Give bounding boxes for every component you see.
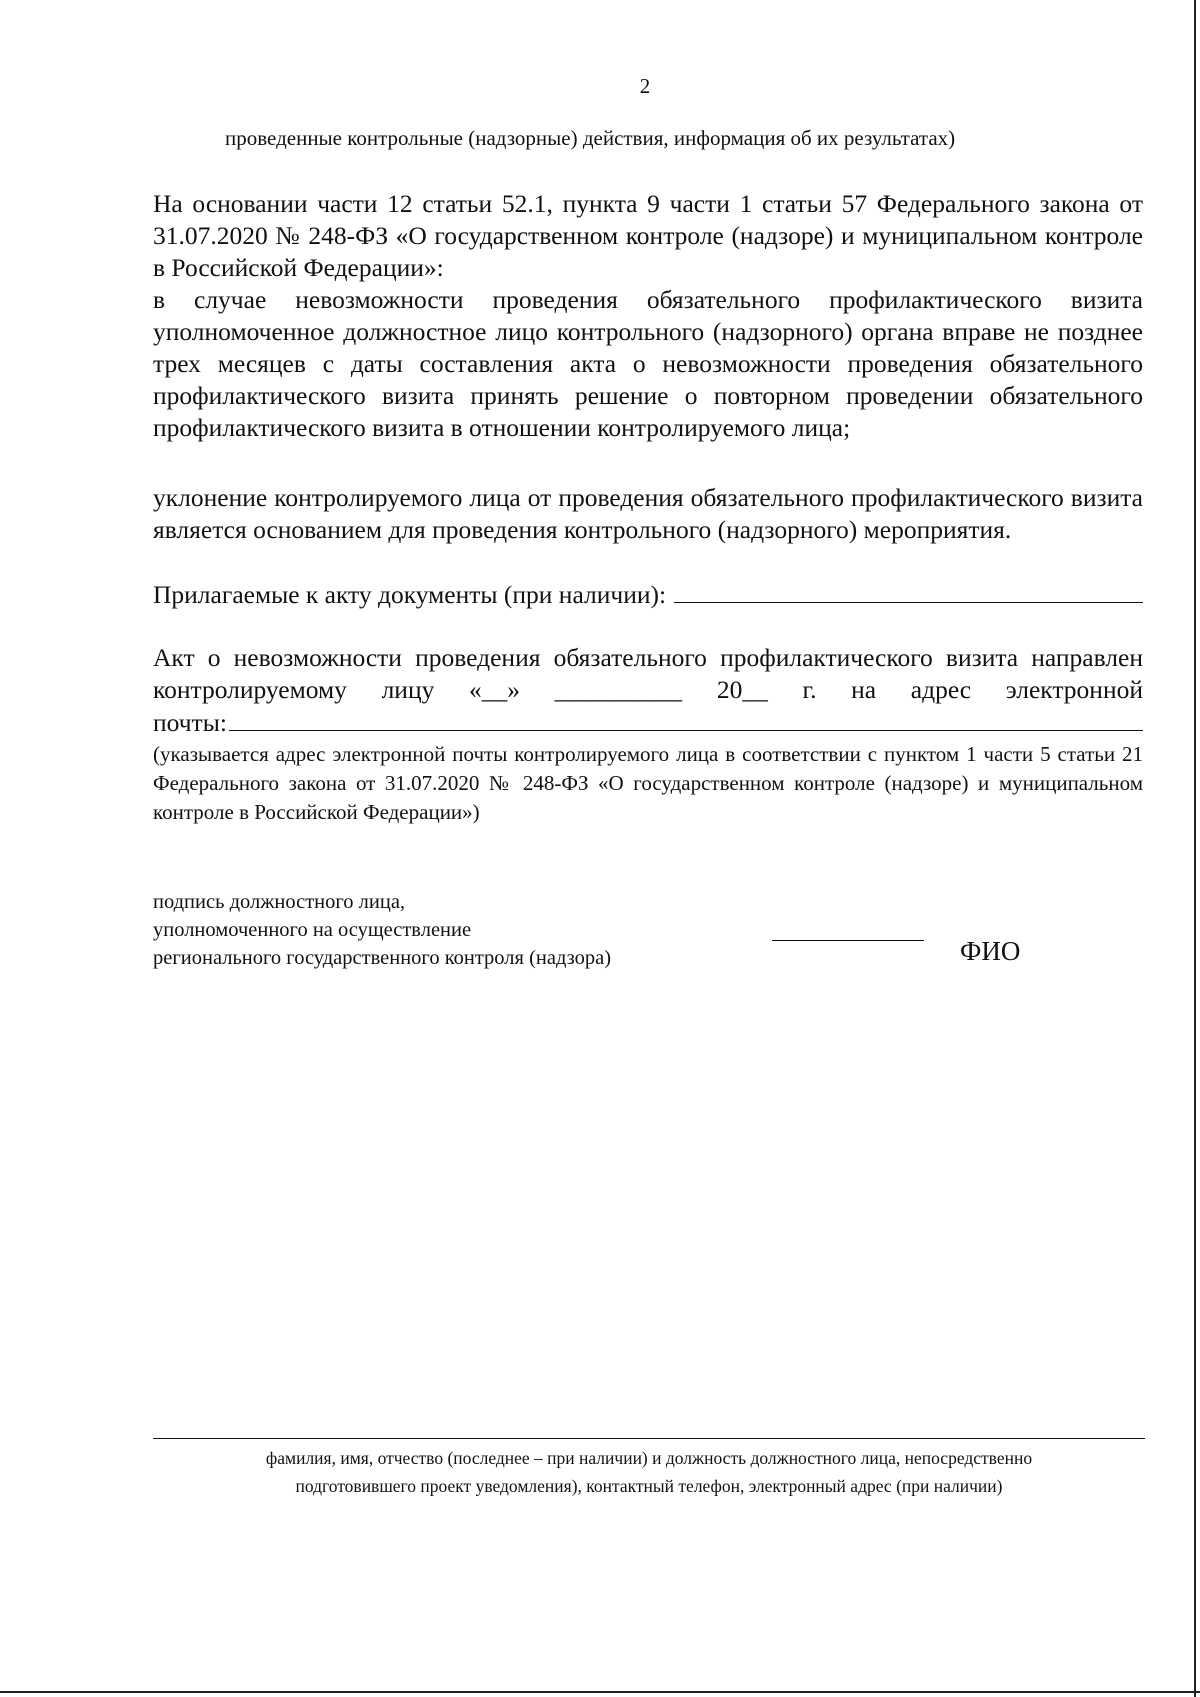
attachments-label: Прилагаемые к акту документы (при наличии):: [153, 580, 667, 609]
attachments-fill-line: [674, 578, 1143, 603]
impossibility-block: [153, 284, 1143, 444]
email-fill-line: [229, 706, 1143, 731]
signature-line-1: подпись должностного лица,: [153, 891, 406, 913]
signature-block: [153, 888, 611, 972]
footer-line-2: подготовившего проект уведомления), контактный телефон, электронный адрес (при наличии): [295, 1476, 1003, 1496]
footer-rule: [153, 1438, 1145, 1439]
evasion-clause: уклонение контролируемого лица от проведения обязательного профилактического визита является основанием для проведения контрольного (надзорного) мероприятия.: [153, 483, 1143, 544]
act-sent-text: Акт о невозможности проведения обязательного профилактического визита направлен контролируемому лицу «__» __________ 20__ г. на адрес электронной: [153, 643, 1143, 704]
signature-line-3: регионального государственного контроля (надзора): [153, 947, 612, 969]
evasion-block: [153, 482, 1143, 546]
email-note: (указывается адрес электронной почты контролируемого лица в соответствии с пунктом 1 части 5 статьи 21 Федерального закона от 31.07.2020 № 248-ФЗ «О государственном контроле (надзоре) и муниципальном контроле в Российской Федерации»): [153, 742, 1143, 824]
scan-edge-right: [1194, 0, 1196, 1697]
email-label: почты:: [153, 708, 227, 737]
impossibility-clause: в случае невозможности проведения обязательного профилактического визита уполномоченное должностное лицо контрольного (надзорного) органа вправе не позднее трех месяцев с даты составления акта о невозможности проведения обязательного профилактического визита принять решение о повторном проведении обязательного профилактического визита в отношении контролируемого лица;: [153, 285, 1143, 442]
basis-paragraph: На основании части 12 статьи 52.1, пункта 9 части 1 статьи 57 Федерального закона от 31.07.2020 № 248-ФЗ «О государственном контроле (надзоре) и муниципальном контроле в Российской Федерации»:: [153, 189, 1143, 282]
footer-text: [153, 1444, 1145, 1500]
scan-edge-bottom: [0, 1691, 1200, 1693]
fio-label: ФИО: [960, 936, 1021, 966]
attachments-row: [153, 578, 1143, 611]
page-number: 2: [639, 74, 651, 98]
act-sent-block: [153, 642, 1143, 706]
email-row: [153, 706, 1143, 739]
continued-line: проведенные контрольные (надзорные) действия, информация об их результатах): [225, 126, 956, 150]
basis-block: [153, 188, 1143, 284]
signature-fill-line: [772, 940, 924, 941]
footer-line-1: фамилия, имя, отчество (последнее – при наличии) и должность должностного лица, непосредственно: [265, 1448, 1033, 1468]
signature-line-2: уполномоченного на осуществление: [153, 919, 472, 941]
